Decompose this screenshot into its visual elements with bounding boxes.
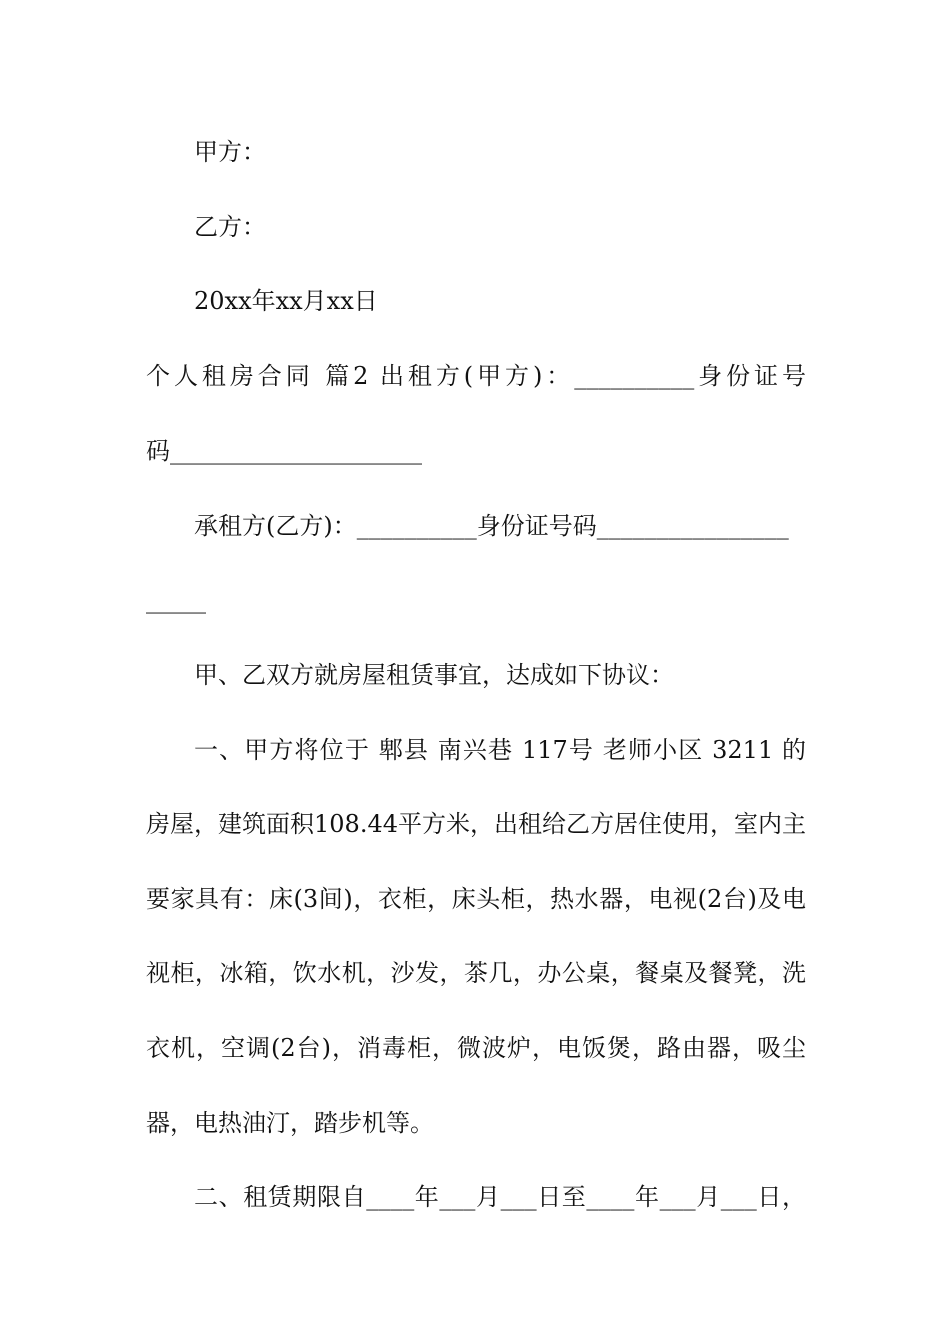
lessee-line: 承租方(乙方)：__________身份证号码________________ <box>194 512 789 540</box>
contract-title-line: 个人租房合同 篇2 出租方(甲方)：__________身份证号 <box>146 362 806 390</box>
date-line: 20xx年xx月xx日 <box>194 287 378 315</box>
clause-1-line-6: 器，电热油汀，踏步机等。 <box>146 1109 434 1137</box>
clause-1-line-1: 一、甲方将位于 郫县 南兴巷 117号 老师小区 3211 的 <box>194 736 806 764</box>
clause-1-line-5: 衣机，空调(2台)，消毒柜，微波炉，电饭煲，路由器，吸尘 <box>146 1034 806 1062</box>
party-b-label: 乙方： <box>194 213 266 241</box>
lessor-id-line: 码_____________________ <box>146 437 422 465</box>
clause-1-line-2: 房屋，建筑面积108.44平方米，出租给乙方居住使用，室内主 <box>146 810 806 838</box>
lessee-id-continuation: _____ <box>146 586 206 614</box>
agreement-intro: 甲、乙双方就房屋租赁事宜，达成如下协议： <box>194 661 674 689</box>
clause-1-line-4: 视柜，冰箱，饮水机，沙发，茶几，办公桌，餐桌及餐凳，洗 <box>146 959 806 987</box>
clause-1-line-3: 要家具有：床(3间)，衣柜，床头柜，热水器，电视(2台)及电 <box>146 885 806 913</box>
clause-2-line-1: 二、租赁期限自____年___月___日至____年___月___日， <box>194 1183 806 1211</box>
party-a-label: 甲方： <box>194 138 266 166</box>
